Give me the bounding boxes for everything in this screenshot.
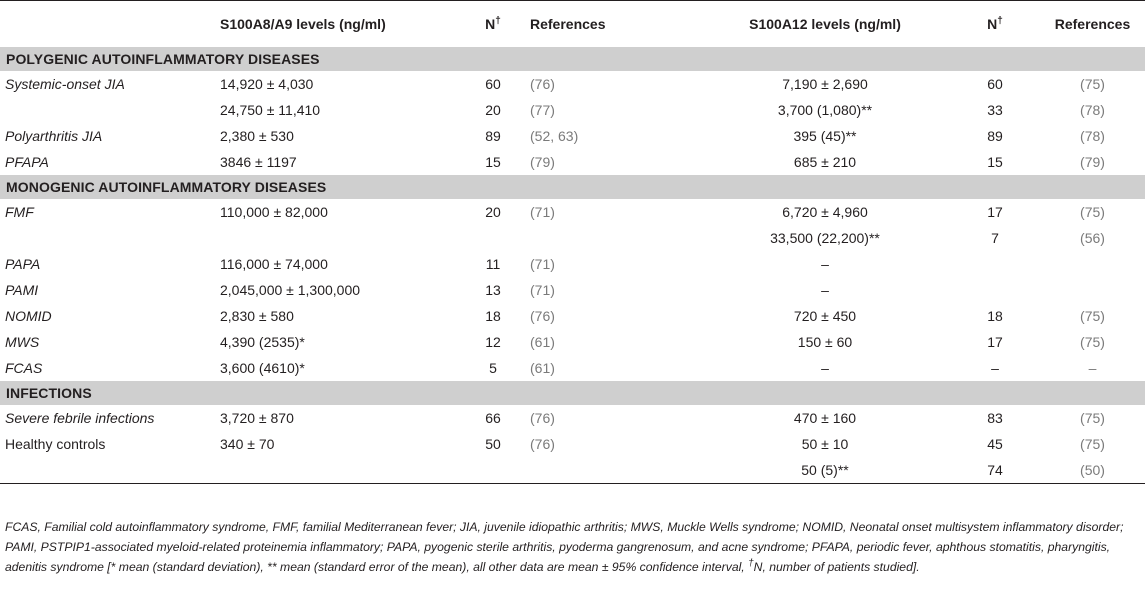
header-references-2: References [1054,16,1131,32]
s100a12-level-cell: 3,700 (1,080)** [777,102,873,118]
table-row [0,405,1145,431]
header-n-1: N† [485,15,501,32]
s100a12-level-cell: – [821,282,829,298]
table-row [0,431,1145,457]
s100a8a9-reference-cell: (76) [530,436,555,452]
table-row [0,329,1145,355]
row-name: Healthy controls [5,436,106,452]
s100a12-n-cell: 17 [987,204,1003,220]
s100a8a9-n-cell: 18 [485,308,501,324]
table-row [0,149,1145,175]
section-title: POLYGENIC AUTOINFLAMMATORY DISEASES [0,47,1145,71]
s100a8a9-reference-cell: (76) [530,76,555,92]
s100a8a9-level-cell: 2,380 ± 530 [220,128,294,144]
s100a8a9-n-cell: 20 [485,204,501,220]
table-body [0,47,1145,484]
s100a12-reference-cell: (78) [1080,128,1105,144]
s100a12-reference-cell: (50) [1080,462,1105,478]
s100a8a9-n-cell: 12 [485,334,501,350]
s100a12-level-cell: 720 ± 450 [793,308,857,324]
s100a12-level-cell: 685 ± 210 [793,154,857,170]
s100a8a9-level-cell: 110,000 ± 82,000 [220,204,328,220]
s100a8a9-n-cell [456,457,530,484]
s100a8a9-n-cell: 20 [485,102,501,118]
header-n-2-dagger: † [997,15,1003,27]
s100a8a9-n-cell: 60 [485,76,501,92]
s100a12-level-cell: 150 ± 60 [797,334,853,350]
s100a12-reference-cell: (75) [1080,76,1105,92]
table-row [0,97,1145,123]
s100a12-reference-cell: – [1088,360,1097,376]
s100a8a9-reference-cell: (76) [530,410,555,426]
section-header-row [0,47,1145,71]
s100a8a9-level-cell: 4,390 (2535)* [220,334,305,350]
table-row [0,277,1145,303]
s100a8a9-reference-cell: (77) [530,102,555,118]
s100a12-level-cell: 470 ± 160 [793,410,857,426]
s100a12-n-cell: 7 [991,230,999,246]
s100a12-reference-cell: (79) [1080,154,1105,170]
s100a12-reference-cell [1040,251,1145,277]
s100a12-n-cell: 60 [987,76,1003,92]
s100a8a9-reference-cell: (76) [530,308,555,324]
row-name: FMF [5,204,34,220]
s100a8a9-reference-cell [530,225,700,251]
section-header-row [0,381,1145,405]
s100a12-level-cell: 395 (45)** [793,128,857,144]
s100a8a9-n-cell: 89 [485,128,501,144]
footnote-text: FCAS, Familial cold autoinflammatory syndrome, FMF, familial Mediterranean fever; JIA, juvenile idiopathic arthritis; MWS, Muckle Wells syndrome; NOMID, Neonatal onset multisystem inflammatory disorder; PAMI, PSTPIP1-associated myeloid-related proteinemia inflammatory; PAPA, pyogenic sterile arthritis, pyoderma gangrenosum, and acne syndrome; PFAPA, periodic fever, aphthous stomatitis, pharyngitis, adenitis syndrome [* mean (standard deviation), ** mean (standard error of the mean), all other data are mean ± 95% confidence interval, [5,520,1124,574]
header-s100a8a9-levels: S100A8/A9 levels (ng/ml) [220,16,386,32]
s100a8a9-level-cell: 24,750 ± 11,410 [220,102,321,118]
s100a12-n-cell: 18 [987,308,1003,324]
s100a8a9-level-cell: 116,000 ± 74,000 [220,256,328,272]
s100a12-reference-cell: (75) [1080,204,1105,220]
table-row [0,355,1145,381]
s100a8a9-level-cell: 340 ± 70 [220,436,275,452]
row-name: Severe febrile infections [5,410,155,426]
s100a12-level-cell: 50 ± 10 [801,436,849,452]
s100a12-n-cell: 83 [987,410,1003,426]
s100a12-reference-cell: (56) [1080,230,1105,246]
s100a8a9-reference-cell: (61) [530,334,555,350]
s100a8a9-reference-cell: (52, 63) [530,128,579,144]
s100a8a9-level-cell [220,225,456,251]
section-title: INFECTIONS [0,381,1145,405]
s100a12-level-cell: 6,720 ± 4,960 [782,204,868,220]
s100a8a9-reference-cell: (71) [530,204,555,220]
s100a12-n-cell [950,277,1040,303]
s100a12-level-cell: – [821,360,829,376]
header-s100a12-levels: S100A12 levels (ng/ml) [749,16,901,32]
header-references-1: References [530,16,606,32]
s100a8a9-n-cell: 50 [485,436,501,452]
row-name: PAMI [5,282,39,298]
s100a12-reference-cell: (75) [1080,308,1105,324]
s100a12-reference-cell: (75) [1080,410,1105,426]
s100a8a9-n-cell [456,225,530,251]
s100a12-reference-cell [1040,277,1145,303]
s100a12-n-cell [950,251,1040,277]
table-row [0,71,1145,97]
s100a8a9-reference-cell: (71) [530,282,555,298]
s100a12-n-cell: 33 [987,102,1003,118]
s100a12-n-cell: 15 [987,154,1003,170]
s100a12-reference-cell: (75) [1080,436,1105,452]
table-row [0,251,1145,277]
s100a12-n-cell: – [991,360,999,376]
s100a8a9-n-cell: 15 [485,154,501,170]
footnote-dagger: † [748,557,754,569]
s100a8a9-n-cell: 13 [485,282,501,298]
s100a8a9-reference-cell: (71) [530,256,555,272]
section-header-row [0,175,1145,199]
s100a12-level-cell: – [821,256,829,272]
table-row [0,225,1145,251]
s100a12-reference-cell: (78) [1080,102,1105,118]
table-header [0,1,1145,48]
row-name: PFAPA [5,154,49,170]
s100a8a9-level-cell: 14,920 ± 4,030 [220,76,314,92]
s100a8a9-reference-cell: (79) [530,154,555,170]
section-title: MONOGENIC AUTOINFLAMMATORY DISEASES [0,175,1145,199]
s100a12-n-cell: 17 [987,334,1003,350]
s100a12-level-cell: 7,190 ± 2,690 [782,76,868,92]
s100a8a9-level-cell [220,457,456,484]
s100a12-n-cell: 89 [987,128,1003,144]
s100a12-reference-cell: (75) [1080,334,1105,350]
s100a8a9-n-cell: 5 [489,360,497,376]
table-row [0,123,1145,149]
row-name [0,225,220,251]
s100a12-n-cell: 45 [987,436,1003,452]
table-row [0,199,1145,225]
header-blank [0,1,220,48]
header-n-2: N† [987,15,1003,32]
s100a8a9-n-cell: 11 [485,256,501,272]
s100a12-level-cell: 50 (5)** [801,462,849,478]
s100a8a9-level-cell: 3,720 ± 870 [220,410,294,426]
s100a8a9-level-cell: 3846 ± 1197 [220,154,297,170]
row-name: FCAS [5,360,43,376]
footnote-dagger-text: N, number of patients studied]. [753,560,920,574]
s100a8a9-n-cell: 66 [485,410,501,426]
s100a8a9-level-cell: 2,045,000 ± 1,300,000 [220,282,361,298]
table-footnote [5,517,1143,577]
s100a8a9-reference-cell [530,457,700,484]
row-name: Systemic-onset JIA [5,76,125,92]
row-name [0,457,220,484]
s100a8a9-level-cell: 2,830 ± 580 [220,308,294,324]
table-row [0,303,1145,329]
header-n-1-dagger: † [495,15,501,27]
row-name [0,97,220,123]
s100a12-n-cell: 74 [987,462,1003,478]
s100a8a9-level-cell: 3,600 (4610)* [220,360,305,376]
s100a8a9-reference-cell: (61) [530,360,555,376]
s100a12-level-cell: 33,500 (22,200)** [770,230,880,246]
table-row [0,457,1145,484]
row-name: Polyarthritis JIA [5,128,103,144]
row-name: NOMID [5,308,52,324]
row-name: MWS [5,334,40,350]
row-name: PAPA [5,256,41,272]
